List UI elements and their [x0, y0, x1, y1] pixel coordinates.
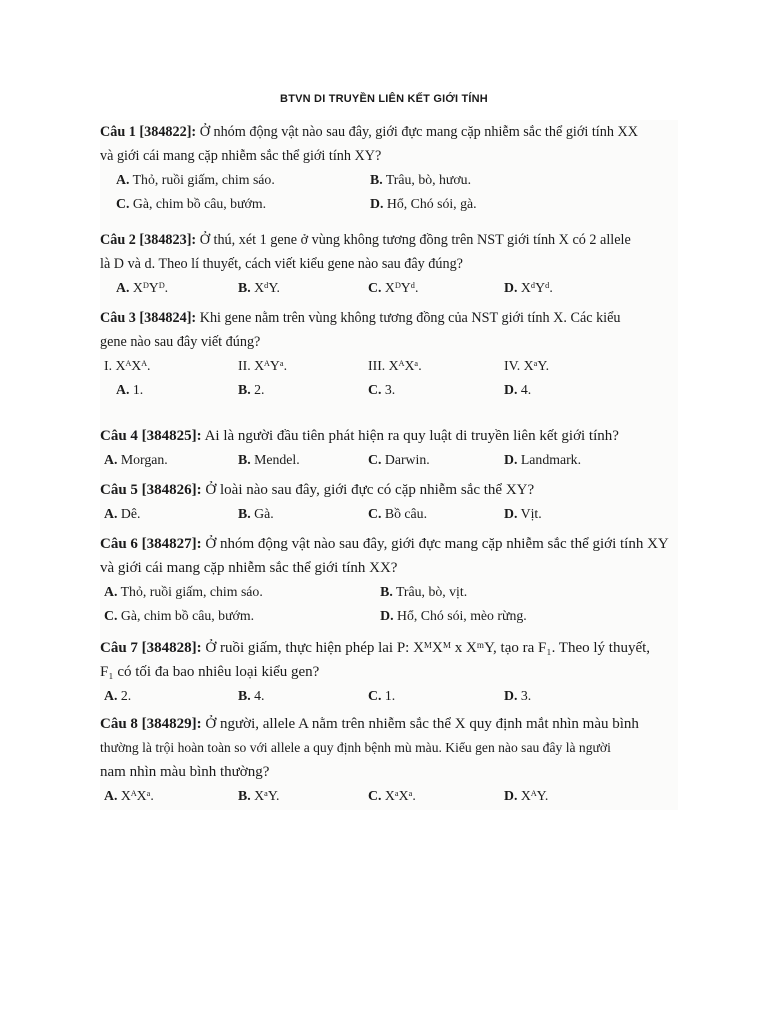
- option-row: [100, 378, 678, 402]
- option-label: C.: [368, 688, 382, 703]
- option-a[interactable]: [100, 580, 368, 604]
- option-text: 4.: [250, 688, 265, 703]
- option-label: A.: [116, 382, 130, 397]
- option-label: D.: [504, 452, 518, 467]
- question-text: Khi gene nằm trên vùng không tương đồng của NST giới tính X. Các kiểu: [196, 310, 621, 326]
- option-row: [100, 276, 678, 300]
- question-label: Câu 8 [384829]:: [100, 716, 202, 732]
- question-text: Ở nhóm động vật nào sau đây, giới đực mang cặp nhiễm sắc thể giới tính XY: [201, 536, 669, 552]
- option-text: 2.: [250, 382, 265, 397]
- option-label: C.: [368, 382, 382, 397]
- option-text: Gà.: [250, 506, 274, 521]
- option-b[interactable]: [238, 684, 368, 708]
- question-3-line-2: gene nào sau đây viết đúng?: [100, 334, 261, 350]
- option-label: B.: [238, 382, 251, 397]
- option-text: Vịt.: [517, 506, 542, 521]
- option-label: A.: [104, 788, 118, 803]
- question-text: Ở nhóm động vật nào sau đây, giới đực mang cặp nhiễm sắc thể giới tính XX: [196, 124, 638, 140]
- option-label: C.: [368, 506, 382, 521]
- question-4-line-1: [100, 424, 678, 448]
- question-1-line-1: [100, 120, 678, 144]
- option-text: XᴬXᵃ.: [117, 788, 154, 803]
- option-c[interactable]: [100, 604, 368, 628]
- option-label: A.: [104, 506, 118, 521]
- question-6: [100, 532, 678, 628]
- question-7-line-1: [100, 636, 678, 660]
- statement-4: IV. XᵃY.: [504, 358, 550, 373]
- option-text: XᴰYᴰ.: [129, 280, 169, 295]
- question-2: [100, 228, 678, 300]
- option-row: [100, 784, 678, 808]
- option-b[interactable]: [238, 276, 368, 300]
- option-text: 2.: [117, 688, 132, 703]
- option-label: C.: [368, 280, 382, 295]
- question-3: [100, 306, 678, 402]
- option-text: Darwin.: [381, 452, 430, 467]
- option-label: D.: [504, 688, 518, 703]
- option-row: [100, 604, 678, 628]
- option-text: Hổ, Chó sói, mèo rừng.: [393, 608, 527, 623]
- option-text: 3.: [381, 382, 396, 397]
- option-b[interactable]: [370, 168, 670, 192]
- question-text: Ở người, allele A nằm trên nhiễm sắc thể X quy định mắt nhìn màu bình: [201, 716, 639, 732]
- option-text: 4.: [517, 382, 532, 397]
- option-label: A.: [104, 584, 118, 599]
- option-c[interactable]: [368, 448, 504, 472]
- option-a[interactable]: [100, 276, 238, 300]
- option-c[interactable]: [368, 784, 504, 808]
- question-8-line-1: [100, 712, 678, 736]
- statement-2: II. XᴬYᵃ.: [238, 358, 288, 373]
- question-6-line-2: và giới cái mang cặp nhiễm sắc thể giới tính XX?: [100, 560, 398, 576]
- question-label: Câu 4 [384825]:: [100, 428, 202, 444]
- question-8: [100, 712, 678, 808]
- page-title: BTVN DI TRUYỀN LIÊN KẾT GIỚI TÍNH: [280, 93, 488, 105]
- option-c[interactable]: [100, 192, 370, 216]
- option-text: Hổ, Chó sói, gà.: [383, 196, 477, 211]
- option-label: D.: [504, 788, 518, 803]
- option-label: C.: [368, 788, 382, 803]
- statement-3: III. XᴬXᵃ.: [368, 358, 422, 373]
- option-label: C.: [368, 452, 382, 467]
- option-label: A.: [104, 688, 118, 703]
- option-text: Mendel.: [250, 452, 300, 467]
- option-c[interactable]: [368, 276, 504, 300]
- option-label: B.: [238, 688, 251, 703]
- question-6-line-1: [100, 532, 678, 556]
- question-2-line-2: là D và d. Theo lí thuyết, cách viết kiểu gene nào sau đây đúng?: [100, 256, 463, 272]
- option-row: [100, 684, 678, 708]
- option-label: B.: [370, 172, 383, 187]
- option-text: 3.: [517, 688, 532, 703]
- question-2-line-1: [100, 228, 678, 252]
- option-b[interactable]: [238, 502, 368, 526]
- question-7-line-2: F₁ có tối đa bao nhiêu loại kiểu gen?: [100, 664, 320, 680]
- option-a[interactable]: [100, 378, 238, 402]
- question-5-line-1: [100, 478, 678, 502]
- option-label: B.: [238, 452, 251, 467]
- option-b[interactable]: [238, 378, 368, 402]
- option-row: [100, 168, 678, 192]
- option-label: D.: [504, 382, 518, 397]
- option-c[interactable]: [368, 502, 504, 526]
- option-d[interactable]: [504, 276, 664, 300]
- question-3-line-1: [100, 306, 678, 330]
- option-text: XᴬY.: [517, 788, 549, 803]
- option-label: D.: [504, 280, 518, 295]
- option-label: D.: [504, 506, 518, 521]
- option-label: A.: [116, 172, 130, 187]
- option-label: B.: [380, 584, 393, 599]
- question-1: [100, 120, 678, 216]
- option-label: B.: [238, 788, 251, 803]
- option-a[interactable]: [100, 168, 370, 192]
- question-label: Câu 7 [384828]:: [100, 640, 202, 656]
- option-text: XᵈY.: [250, 280, 280, 295]
- option-b[interactable]: [238, 448, 368, 472]
- question-text: Ở ruồi giấm, thực hiện phép lai P: XᴹXᴹ x XᵐY, tạo ra F₁. Theo lý thuyết,: [201, 640, 651, 656]
- option-a[interactable]: [100, 784, 238, 808]
- question-5: [100, 478, 678, 526]
- option-text: Gà, chim bồ câu, bướm.: [129, 196, 267, 211]
- option-text: 1.: [129, 382, 144, 397]
- question-1-line-2: và giới cái mang cặp nhiễm sắc thể giới tính XY?: [100, 148, 382, 164]
- option-label: D.: [380, 608, 394, 623]
- question-text: Ở loài nào sau đây, giới đực có cặp nhiễm sắc thể XY?: [201, 482, 535, 498]
- option-text: 1.: [381, 688, 396, 703]
- option-d[interactable]: [370, 192, 670, 216]
- option-d[interactable]: [504, 502, 664, 526]
- option-b[interactable]: [238, 784, 368, 808]
- option-label: C.: [116, 196, 130, 211]
- option-row: [100, 502, 678, 526]
- question-text: Ai là người đầu tiên phát hiện ra quy luật di truyền liên kết giới tính?: [201, 428, 619, 444]
- question-label: Câu 5 [384826]:: [100, 482, 202, 498]
- question-text: Ở thú, xét 1 gene ở vùng không tương đồng trên NST giới tính X có 2 allele: [196, 232, 631, 248]
- option-row: [100, 448, 678, 472]
- option-label: C.: [104, 608, 118, 623]
- option-text: Trâu, bò, hươu.: [382, 172, 472, 187]
- scanned-question-sheet: [100, 120, 678, 810]
- option-text: Thỏ, ruồi giấm, chim sáo.: [129, 172, 275, 187]
- option-b[interactable]: [368, 580, 678, 604]
- question-8-line-3: nam nhìn màu bình thường?: [100, 764, 270, 780]
- question-label: Câu 3 [384824]:: [100, 310, 197, 326]
- option-label: A.: [116, 280, 130, 295]
- option-text: Morgan.: [117, 452, 168, 467]
- option-label: D.: [370, 196, 384, 211]
- statement-row: [100, 354, 678, 378]
- question-7: [100, 636, 678, 708]
- option-d[interactable]: [368, 604, 678, 628]
- option-d[interactable]: [504, 684, 664, 708]
- option-label: A.: [104, 452, 118, 467]
- option-text: XᵃY.: [250, 788, 280, 803]
- option-c[interactable]: [368, 684, 504, 708]
- option-label: B.: [238, 280, 251, 295]
- option-d[interactable]: [504, 378, 664, 402]
- question-label: Câu 1 [384822]:: [100, 124, 197, 140]
- question-8-line-2: thường là trội hoàn toàn so với allele a quy định bệnh mù màu. Kiểu gen nào sau đây là người: [100, 740, 611, 755]
- option-text: XᴰYᵈ.: [381, 280, 419, 295]
- option-label: B.: [238, 506, 251, 521]
- option-text: Gà, chim bồ câu, bướm.: [117, 608, 255, 623]
- option-c[interactable]: [368, 378, 504, 402]
- option-a[interactable]: [100, 448, 238, 472]
- option-a[interactable]: [100, 502, 238, 526]
- option-d[interactable]: [504, 784, 664, 808]
- option-row: [100, 192, 678, 216]
- statement-1: I. XᴬXᴬ.: [104, 358, 151, 373]
- option-text: Dê.: [117, 506, 141, 521]
- option-text: Thỏ, ruồi giấm, chim sáo.: [117, 584, 263, 599]
- option-text: XᵈYᵈ.: [517, 280, 553, 295]
- option-text: Bồ câu.: [381, 506, 428, 521]
- option-a[interactable]: [100, 684, 238, 708]
- option-text: XᵃXᵃ.: [381, 788, 416, 803]
- option-row: [100, 580, 678, 604]
- option-text: Landmark.: [517, 452, 582, 467]
- question-4: [100, 424, 678, 472]
- option-text: Trâu, bò, vịt.: [392, 584, 468, 599]
- question-label: Câu 6 [384827]:: [100, 536, 202, 552]
- option-d[interactable]: [504, 448, 664, 472]
- question-label: Câu 2 [384823]:: [100, 232, 197, 248]
